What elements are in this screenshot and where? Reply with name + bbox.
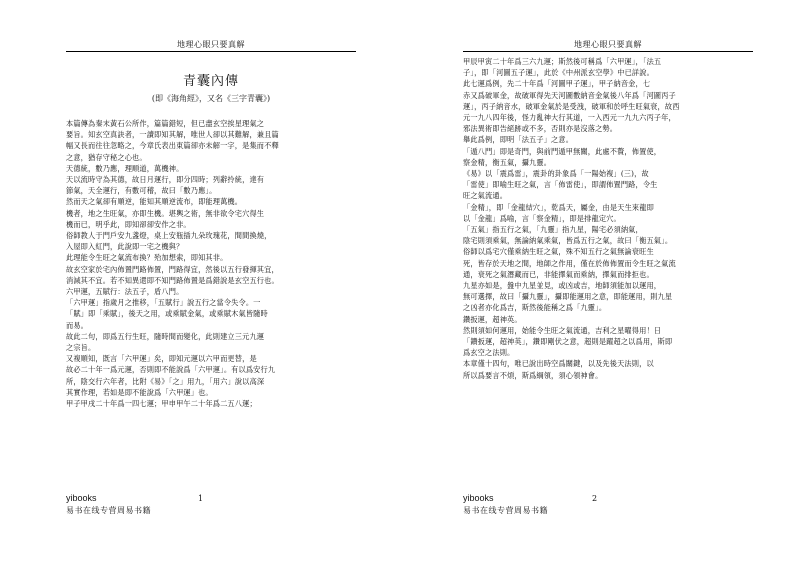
text-line: 天德統，數乃應，理順道，萬機神。: [66, 163, 184, 173]
footer-tagline: 易书在线专营周易书籍: [463, 506, 548, 515]
header-rule: [463, 51, 753, 52]
text-line: 鑽扳運，超神英。: [463, 314, 522, 324]
text-line: 所以爲要言不煩，斯爲綱領，須心領神會。: [463, 370, 603, 380]
text-line: 然而天之氣卻有順逆，能知其順逆流布，即能理萬機。: [66, 197, 243, 207]
text-line: 「鑽扳運，超神英」，鑽即剛伏之意，超則是躍超之以爲用，斯即: [463, 337, 673, 347]
text-line: 「遁八門」即是奇門，與前門遁甲無關，此處不贅，佈置使，: [463, 146, 662, 156]
book-page-left: [58, 0, 438, 561]
text-line: 無可選擇，故曰「攝九靈」，攝即能運用之意，即能運用，則九星: [463, 292, 673, 302]
text-line: 又複順知，既言「六甲運」矣，即知元運以六甲而更替，是: [66, 354, 257, 364]
text-line: 入屋即入紅門，此說即一宅之機與？: [66, 242, 184, 252]
text-line: 消減其不宜。若不知異還即不知門路佈置是爲錯說是玄空五行也。: [66, 275, 279, 285]
header-rule: [66, 51, 356, 52]
text-line: 赤又爲破軍金，故破軍得先天河圖數納音金氣後八年爲「河圖丙子: [463, 90, 676, 100]
text-line: 此理能令生旺之氣流布換？殆加想索，即知其非。: [66, 253, 228, 263]
body-text: [463, 56, 753, 381]
book-page-right: [455, 0, 793, 561]
text-line: 通，衰死之氣潛藏而已，非能擇氣而乘納，擇氣而排拒也。: [463, 269, 654, 279]
text-line: 故玄空家於宅內佈置門路佈置，門路得宜，然後以五行發揮其宜，: [66, 264, 279, 274]
text-line: 邪法異術即告絕跡或不多，否則亦是沒落之勢。: [463, 124, 618, 134]
body-text: [66, 118, 356, 409]
text-line: 其實作理，若如是即不能說爲「六甲運」也。: [66, 387, 213, 397]
text-line: 旺之氣流通。: [463, 191, 508, 201]
text-line: 甲子甲戌二十年爲一四七運；甲申甲午二十年爲二五八運；: [66, 399, 257, 409]
text-line: 元一九八四年後，怪力亂神大行其道，一入西元一九九六丙子年，: [463, 113, 676, 123]
text-line: 「賦」即「乘賦」，後天之用，或乘賦金氣，或乘賦木氣皆隨時: [66, 309, 268, 319]
text-line: 九星亦如是，盤中九星並見，或凶或吉，地師須能加以運用，: [463, 281, 662, 291]
chapter-subtitle: (即《海角經》，又名《三字青囊》): [151, 94, 271, 103]
text-line: 故必二十年一爲元運，否則即不能說爲「六甲運」。有以爲安行九: [66, 365, 276, 375]
text-line: 然則須如何運用，始能令生旺之氣流通，吉利之星曜得用！日: [463, 325, 662, 335]
text-line: 「五氣」指五行之氣，「九靈」指九星，陽宅必須納氣，: [463, 225, 643, 235]
footer-brand: yibooks: [66, 493, 97, 503]
text-line: 此七運爲例，先二十年爲「河圖甲子運」，甲子納音金，七: [463, 79, 651, 89]
text-line: 六甲運，五賦行：法五子，盾八門。: [66, 287, 184, 297]
running-header: 地理心眼只要真解: [177, 40, 245, 49]
text-line: 故此二句，即爲五行生旺，隨時間而變化，此則建立三元九運: [66, 331, 265, 341]
text-line: 以「金龍」爲喻，言「察金精」，即是排龍定穴。: [463, 213, 621, 223]
text-line: 陰宅則須乘氣，無論納氣乘氣，皆爲五行之氣，故曰「衡五氣」。: [463, 236, 673, 246]
text-line: 要旨。知玄空真訣者，一讀即知其解，唯世人卻以其難解，兼且篇: [66, 130, 279, 140]
text-line: 之宗旨。: [66, 343, 96, 353]
text-line: 子」，即「河圖五子運」，此於《中州派玄空學》中已詳說。: [463, 68, 654, 78]
text-line: 機者，地之生旺氣，亦即生機。堪輿之術，無非欲令宅穴得生: [66, 208, 265, 218]
text-line: 之意，猶存守秘之心也。: [66, 152, 147, 162]
text-line: 運」，丙子納音水，破軍金氣於是受洩，破軍和於呼生旺氣衰，故西: [463, 101, 680, 111]
text-line: 「雷使」即喻生旺之氣，言「佈雷使」，即謂佈置門路，令生: [463, 180, 658, 190]
text-line: 而易。: [66, 320, 89, 330]
footer-tagline: 易书在线专营周易书籍: [66, 506, 151, 515]
text-line: 之凶者亦化爲吉，斯然後能稱之爲「九靈」。: [463, 303, 607, 313]
text-line: 幅又長而往往忽略之，今章氏表出東篇卻亦未解一字，是集而不釋: [66, 141, 279, 151]
text-line: 《易》以「震爲雷」，震卦的卦象爲「一陽始複」(三)，故: [463, 169, 649, 179]
text-line: 「六甲運」指歲月之推移，「五賦行」說五行之當令失令。一: [66, 298, 261, 308]
text-line: 機而已，明乎此，即知卻卻安作之非。: [66, 219, 191, 229]
text-line: 本章僅十四句，唯已說出時空爲關鍵，以及先後天法則，以: [463, 359, 654, 369]
text-line: 俗師以爲宅穴僅乘納生旺之氣，殊不知五行之氣無論衰旺生: [463, 247, 654, 257]
text-line: 本篇傳為秦末黃石公所作，篇篇錯短，但已盡玄空挨星理氣之: [66, 119, 265, 128]
page-number: 2: [592, 494, 598, 503]
text-line: 所，陰交行六年者，比附《易》「之」用九，「用六」說以高深: [66, 376, 265, 386]
text-line: 舉此爲例，即明「法五子」之意。: [463, 135, 574, 145]
text-line: 死，皆存於天地之間，地師之作用，僅在於佈佈置而令生旺之氣流: [463, 258, 676, 268]
text-line: 「金精」，即「金龍結穴」，乾爲天，屬金，由是天生來龍即: [463, 202, 654, 212]
page-number: 1: [198, 494, 204, 503]
footer-brand: yibooks: [463, 493, 494, 503]
text-line: 節氣，天全運行，有數可稽，故曰「數乃應」。: [66, 186, 217, 196]
text-line: 甲辰甲寅二十年爲三六九運；斯然後可稱爲「六甲運」，「法五: [463, 57, 662, 66]
text-line: 天以流時守為其德，故日月運行，即分四時；列辭拎統，達有: [66, 175, 265, 185]
chapter-title: 青囊內傳: [182, 74, 239, 89]
running-header: 地理心眼只要真解: [574, 40, 642, 49]
text-line: 察金精，衡五氣，攝九靈。: [463, 157, 552, 167]
text-line: 爲玄空之法則。: [463, 348, 515, 358]
text-line: 俗師教人于門戶安九盞燈，桌上安瓶插九朵玫瑰花，間間換燒，: [66, 231, 272, 241]
